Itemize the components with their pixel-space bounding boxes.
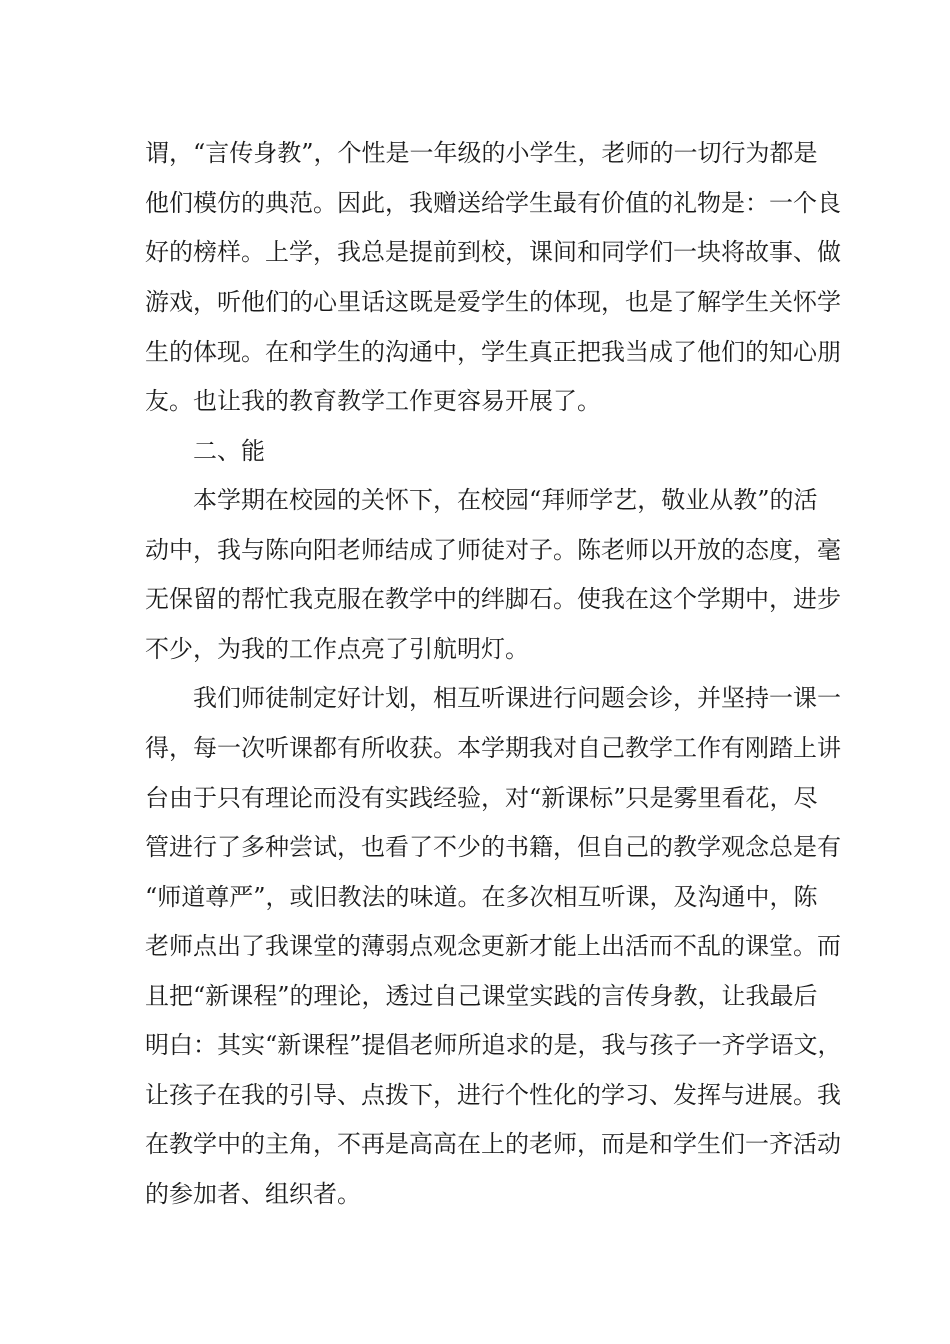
- paragraph-1-line-6: 友。也让我的教育教学工作更容易开展了。: [145, 387, 601, 415]
- paragraph-2-line-1: 本学期在校园的关怀下，在校园“拜师学艺，敬业从教”的活: [193, 486, 818, 514]
- paragraph-2-line-2: 动中，我与陈向阳老师结成了师徒对子。陈老师以开放的态度，毫: [145, 536, 841, 564]
- paragraph-3-line-3: 台由于只有理论而没有实践经验，对“新课标”只是雾里看花，尽: [145, 784, 818, 812]
- paragraph-2-line-4: 不少，为我的工作点亮了引航明灯。: [145, 635, 529, 663]
- paragraph-2-line-3: 无保留的帮忙我克服在教学中的绊脚石。使我在这个学期中，进步: [145, 585, 841, 613]
- section-heading: 二、能: [193, 437, 265, 465]
- paragraph-1-line-4: 游戏，听他们的心里话这既是爱学生的体现，也是了解学生关怀学: [145, 288, 841, 316]
- paragraph-1-line-2: 他们模仿的典范。因此，我赠送给学生最有价值的礼物是：一个良: [145, 189, 841, 217]
- paragraph-3-line-1: 我们师徒制定好计划，相互听课进行问题会诊，并坚持一课一: [193, 684, 841, 712]
- paragraph-3-line-10: 在教学中的主角，不再是高高在上的老师，而是和学生们一齐活动: [145, 1130, 841, 1158]
- paragraph-3-line-6: 老师点出了我课堂的薄弱点观念更新才能上出活而不乱的课堂。而: [145, 932, 841, 960]
- paragraph-3-line-4: 管进行了多种尝试，也看了不少的书籍，但自己的教学观念总是有: [145, 833, 841, 861]
- paragraph-1-line-3: 好的榜样。上学，我总是提前到校，课间和同学们一块将故事、做: [145, 238, 841, 266]
- paragraph-1-line-5: 生的体现。在和学生的沟通中，学生真正把我当成了他们的知心朋: [145, 338, 841, 366]
- paragraph-3-line-11: 的参加者、组织者。: [145, 1180, 361, 1208]
- paragraph-3-line-2: 得，每一次听课都有所收获。本学期我对自己教学工作有刚踏上讲: [145, 734, 841, 762]
- paragraph-3-line-7: 且把“新课程”的理论，透过自己课堂实践的言传身教，让我最后: [145, 982, 818, 1010]
- paragraph-3-line-8: 明白：其实“新课程”提倡老师所追求的是，我与孩子一齐学语文，: [145, 1031, 842, 1059]
- paragraph-1-line-1: 谓，“言传身教”，个性是一年级的小学生，老师的一切行为都是: [145, 139, 818, 167]
- paragraph-3-line-5: “师道尊严”，或旧教法的味道。在多次相互听课，及沟通中，陈: [145, 883, 818, 911]
- paragraph-3-line-9: 让孩子在我的引导、点拨下，进行个性化的学习、发挥与进展。我: [145, 1081, 841, 1109]
